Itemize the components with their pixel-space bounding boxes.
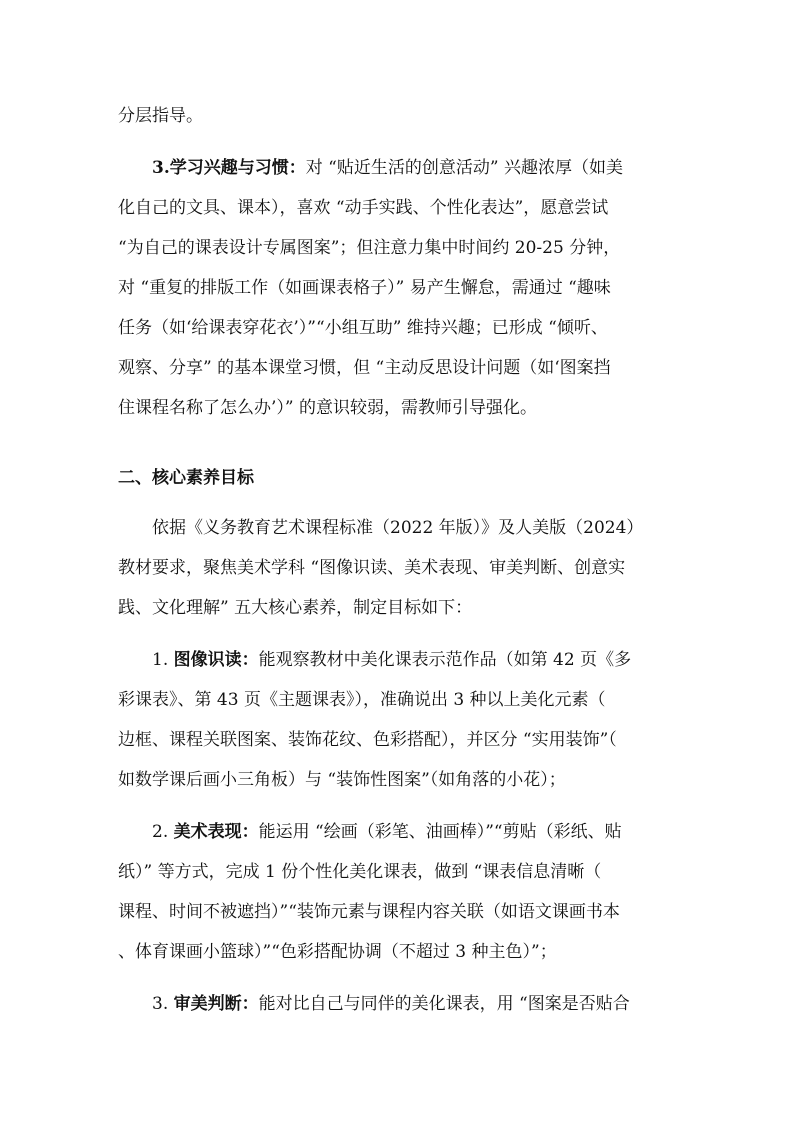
goal-item-art-expression [118,812,678,972]
paragraph-intro [118,508,678,628]
text-run: 能对比自己与同伴的美化课表，用 “图案是否贴合 [258,994,630,1014]
text-line: 践、文化理解” 五大核心素养，制定目标如下： [118,598,473,618]
section-lead: 3.学习兴趣与习惯： [152,158,306,178]
goal-item-image-reading [118,640,678,800]
item-number: 1. [152,650,174,670]
text-line: 、体育课画小篮球）”“色彩搭配协调（不超过 3 种主色）”； [118,942,557,962]
item-title: 图像识读： [173,650,259,670]
text-line: 彩课表》、第 43 页《主题课表》），准确说出 3 种以上美化元素（ [118,690,606,710]
text-line: 教材要求，聚焦美术学科 “图像识读、美术表现、审美判断、创意实 [118,558,626,578]
text-line: 对 “重复的排版工作（如画课表格子）” 易产生懈怠，需通过 “趣味 [118,278,611,298]
text-line: 化自己的文具、课本），喜欢 “动手实践、个性化表达”，愿意尝试 [118,198,609,218]
text-line [118,984,678,1024]
item-title: 美术表现： [173,822,259,842]
text-run: 能运用 “绘画（彩笔、油画棒）”“剪贴（彩纸、贴 [258,822,622,842]
paragraph-continuation [118,96,678,136]
goal-item-aesthetic-judgment [118,984,678,1024]
item-number: 2. [152,822,174,842]
text-line: “为自己的课表设计专属图案”；但注意力集中时间约 20-25 分钟， [118,238,621,258]
section-heading: 二、核心素养目标 [118,468,254,488]
text-line: 住课程名称了怎么办’）” 的意识较弱，需教师引导强化。 [118,398,537,418]
text-line: 观察、分享” 的基本课堂习惯，但 “主动反思设计问题（如‘图案挡 [118,358,611,378]
text-line: 边框、课程关联图案、装饰花纹、色彩搭配），并区分 “实用装饰”（ [118,730,617,750]
text-line: 依据《义务教育艺术课程标准（2022 年版）》及人美版（2024） [152,518,644,538]
text-line: 纸）” 等方式，完成 1 份个性化美化课表，做到 “课表信息清晰（ [118,862,602,882]
paragraph-learning-habits [118,148,678,428]
text-line: 如数学课后画小三角板）与 “装饰性图案”（如角落的小花）； [118,770,566,790]
text-line: 课程、时间不被遮挡）”“装饰元素与课程内容关联（如语文课画书本 [118,902,620,922]
text-run: 能观察教材中美化课表示范作品（如第 42 页《多 [258,650,632,670]
text-line: 分层指导。 [118,106,203,126]
text-line [118,812,678,852]
item-title: 审美判断： [173,994,259,1014]
text-line [118,640,678,680]
item-number: 3. [152,994,174,1014]
text-line: 任务（如‘给课表穿花衣’）”“小组互助” 维持兴趣；已形成 “倾听、 [118,318,608,338]
text-line [118,148,678,188]
text-run: 对 “贴近生活的创意活动” 兴趣浓厚（如美 [305,158,623,178]
